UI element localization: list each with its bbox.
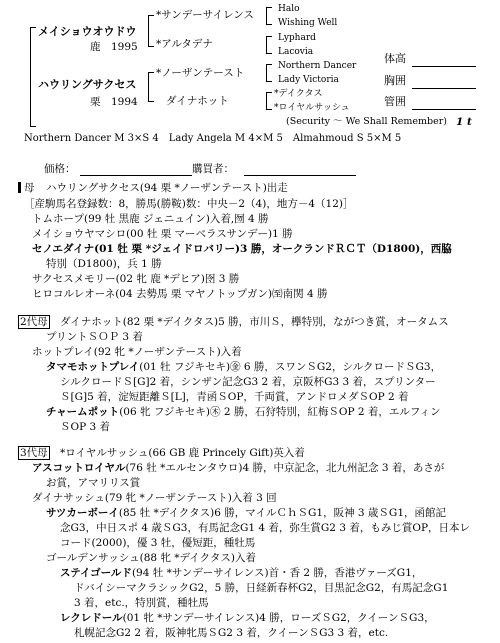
satsuka-row	[46, 507, 446, 519]
g3-brace-3	[266, 64, 272, 82]
tamamo-name: タマモホットプレイ	[46, 361, 140, 373]
g3-brace-4	[266, 92, 272, 110]
stay-line3: 3 着，etc.，特別賞，種牡馬	[74, 597, 209, 609]
ascot-record: (76 牡 *エルセンタウロ)4 勝，中京記念，北九州記念 3 着，あさが	[125, 462, 445, 474]
section3-head: *ロイヤルサッシュ(66 GB 鹿 Princely Gift)英入着	[60, 447, 305, 459]
rek-name: レクレドール	[60, 612, 123, 624]
charm-record: (06 牝 フジキセキ)㊍ 2 勝，石狩特別，紅梅ＳOP 2 着，エルフィン	[119, 406, 441, 418]
g3-2: Lyphard	[278, 33, 316, 43]
height-field[interactable]	[412, 66, 476, 67]
sire-dam: *アルタデナ	[156, 38, 213, 50]
g3-brace-2	[266, 36, 272, 54]
dam-sire: *ノーザンテースト	[156, 67, 245, 79]
sire-brace	[148, 15, 154, 47]
dyna-line: ダイナサッシュ(79 牝 *ノーザンテースト)入着 3 回	[32, 492, 277, 504]
section1-line-4: 特別（D1800)，兵 1 勝	[46, 258, 162, 270]
ascot-line2: お賞，アマリリス賞	[46, 477, 141, 489]
rek-record: (01 牝 *サンデーサイレンス)4 勝，ローズＳG2，クイーンＳG3，	[122, 612, 435, 624]
family-number: 1 t	[456, 116, 472, 128]
satsuka-name: サツカーボーイ	[46, 507, 119, 519]
buyer-label: 購買者：	[192, 163, 234, 175]
charm-line2: ＳOP 3 着	[60, 421, 111, 433]
cannon-label: 管囲	[384, 95, 406, 108]
tamamo-row	[46, 361, 441, 373]
dam-name: ハウリングサクセス	[38, 78, 137, 91]
rek-row	[60, 612, 435, 624]
cannon-field[interactable]	[412, 109, 476, 110]
stay-line2: ドバイシーマクラシックG2，5 勝，日経新春杯G2，目黒記念G2，有馬記念G1	[74, 582, 449, 594]
section1-tag: 母	[24, 182, 35, 194]
section1-line-0: ［産駒馬名登録数：8，勝馬(勝鞍)数：中央－2（4)，地方－4（12)］	[24, 198, 354, 210]
satsuka-record: (85 牡 *デイクタス)6 勝，マイルＣｈＳG1，阪神 3 歳ＳG1，函館記	[118, 507, 446, 519]
g3-brace-1	[266, 7, 272, 25]
section1-line-3: セノエダイナ(01 牡 栗 *ジェイドロバリー)3 勝，オークランドＲＣＴ（D1800)，西脇	[32, 243, 452, 255]
g3-6: *デイクタス	[274, 89, 323, 99]
tamamo-record: (01 牡 フジキセキ)㊎ 6 勝，スワンＳG2，シルクロードＳG3，	[139, 361, 442, 373]
satsuka-line3: コード(2000)，優 3 牡，優短距，種牡馬	[60, 537, 256, 549]
g3-3: Lacovia	[278, 47, 314, 57]
section2-head2: プリントＳＯＰ 3 着	[46, 331, 143, 343]
g3-4: Northern Dancer	[278, 61, 357, 71]
tamamo-line2: シルクロードＳ[G]2 着，シンザン記念G3 2 着，京阪杯G3 3 着，スプリンター	[60, 376, 436, 388]
golden-line: ゴールデンサッシュ(88 牝 *デイクタス)入着	[46, 552, 256, 564]
tamamo-line3: Ｓ[G]5 着，淀短距離Ｓ[L]，青函ＳOP，千両賞，アンドロメダＳOP 2 着	[60, 391, 409, 403]
section1-line-2: メイショウヤマシロ(00 牡 栗 マーベラスサンデー)1 勝	[32, 228, 293, 240]
charm-name: チャームポット	[46, 406, 120, 418]
sire-info: 鹿 1995	[90, 41, 138, 53]
section2-head: ダイナホット(82 栗 *デイクタス)5 勝，市川Ｓ，欅特別，ながつき賞，オータムス	[60, 316, 449, 328]
section2-line3: ホットプレイ(92 牝 *ノーザンテースト)入着	[32, 346, 242, 358]
height-label: 体高	[384, 52, 406, 65]
inbreeding: Northern Dancer M 3×S 4 Lady Angela M 4×M 5 Almahmoud S 5×M 5	[24, 133, 402, 144]
dam-dam: ダイナホット	[166, 95, 229, 107]
g3-5: Lady Victoria	[278, 75, 339, 85]
stay-row	[60, 567, 422, 579]
pedigree-brace-left	[30, 27, 36, 127]
g3-7: *ロイヤルサッシュ	[274, 103, 350, 113]
stay-name: ステイゴールド	[60, 567, 132, 579]
section3-tag: 3代母	[20, 447, 48, 459]
section1-line-6: ヒロコルレオーネ(04 去勢馬 栗 マヤノトップガン)㉃南関 4 勝	[32, 288, 328, 300]
g3-0: Halo	[278, 4, 300, 14]
price-label: 価格：	[44, 163, 76, 175]
g3-1: Wishing Well	[278, 18, 338, 28]
stay-record: (94 牡 *サンデーサイレンス)首・香 2 勝，香港ヴァーズG1，	[131, 567, 423, 579]
section2-tag: 2代母	[20, 316, 48, 328]
girth-label: 胸囲	[384, 74, 406, 87]
section1-head: ハウリングサクセス(94 栗 *ノーザンテースト)出走	[46, 182, 288, 194]
ascot-row	[32, 462, 444, 474]
charm-row	[46, 406, 441, 418]
price-field[interactable]	[80, 175, 192, 176]
satsuka-line2: 念G3，中日スポ 4 歳ＳG3，有馬記念G1 4 着，弥生賞G2 3 着，もみじ賞OP，日本レ	[60, 522, 471, 534]
section1-bar	[18, 182, 21, 193]
ascot-name: アスコットロイヤル	[32, 462, 126, 474]
sire-sire: *サンデーサイレンス	[156, 9, 254, 21]
buyer-field[interactable]	[244, 175, 356, 176]
sire-name: メイショウオウドウ	[38, 25, 137, 38]
dam-brace	[148, 72, 154, 102]
family-note: (Security ～ We Shall Remember)	[286, 116, 447, 127]
section1-line-5: サクセスメモリー(02 牝 鹿 *デヒア)囹 3 勝	[32, 273, 240, 285]
girth-field[interactable]	[412, 88, 476, 89]
section1-line-1: トムホープ(99 牡 黒鹿 ジェニュイン)入着,囫 4 勝	[32, 213, 269, 225]
rek-line2: 札幌記念G2 2 着，阪神牝馬ＳG2 3 着，クイーンＳG3 3 着，etc.	[74, 627, 389, 639]
dam-info: 栗 1994	[90, 96, 138, 108]
